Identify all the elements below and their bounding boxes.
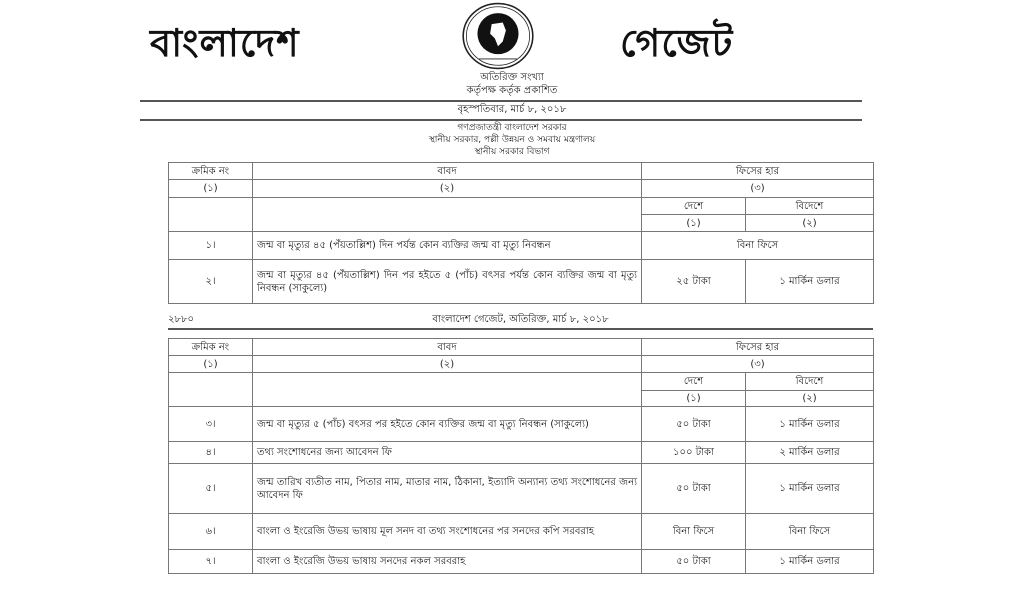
divider [140,100,862,102]
divider [168,328,873,330]
col-number: (৩) [642,180,874,198]
table-row [169,442,874,464]
government-seal [452,2,544,70]
row-serial: ৭। [169,550,253,574]
row-serial: ৬। [169,514,253,550]
row-fee-home: ২৫ টাকা [642,260,746,304]
col-number: (২) [253,356,642,373]
row-fee-abroad: ১ মার্কিন ডলার [746,260,874,304]
col-number: (২) [253,180,642,198]
row-description: জন্ম বা মৃত্যুর ৫ (পাঁচ) বৎসর পর হইতে কোন ব্যক্তির জন্ম বা মৃত্যু নিবন্ধন (সাকুল্যে) [253,407,642,442]
row-fee-home: ১০০ টাকা [642,442,746,464]
row-fee: বিনা ফিসে [642,232,874,260]
row-description: জন্ম তারিখ ব্যতীত নাম, পিতার নাম, মাতার নাম, ঠিকানা, ইত্যাদি অন্যান্য তথ্য সংশোধনের জন্য আবেদন ফি [253,464,642,514]
table-row [169,514,874,550]
col-number: (১) [169,180,253,198]
col-number: (১) [642,391,746,407]
row-serial: ২। [169,260,253,304]
running-title: বাংলাদেশ গেজেট, অতিরিক্ত, মার্চ ৮, ২০১৮ [432,314,609,325]
fee-table-1 [168,162,874,304]
row-description: বাংলা ও ইংরেজি উভয় ভাষায় সনদের নকল সরবরাহ [253,550,642,574]
table-row [169,550,874,574]
row-fee-abroad: ১ মার্কিন ডলার [746,550,874,574]
row-description: জন্ম বা মৃত্যুর ৪৫ (পঁয়তাল্লিশ) দিন পর্যন্ত কোন ব্যক্তির জন্ম বা মৃত্যু নিবন্ধন [253,232,642,260]
header-subject: বাবদ [253,163,642,180]
row-fee-abroad: ২ মার্কিন ডলার [746,442,874,464]
issue-date: বৃহস্পতিবার, মার্চ ৮, ২০১৮ [457,104,567,115]
row-fee-abroad: ১ মার্কিন ডলার [746,464,874,514]
government-name: গণপ্রজাতন্ত্রী বাংলাদেশ সরকার [457,123,567,133]
header-serial: ক্রমিক নং [169,339,253,356]
table-row [169,407,874,442]
row-serial: ৩। [169,407,253,442]
page-number: ২৮৮০ [168,314,194,325]
row-description: বাংলা ও ইংরেজি উভয় ভাষায় মূল সনদ বা তথ্য সংশোধনের পর সনদের কপি সরবরাহ [253,514,642,550]
col-number: (১) [642,215,746,232]
divider [140,119,862,121]
header-subject: বাবদ [253,339,642,356]
page-footer [168,313,873,326]
row-fee-home: বিনা ফিসে [642,514,746,550]
header-home: দেশে [642,198,746,215]
col-number: (৩) [642,356,874,373]
table-row [169,260,874,304]
header-fee-rate: ফিসের হার [642,163,874,180]
document-body [168,162,873,574]
row-fee-home: ৫০ টাকা [642,407,746,442]
fee-table-2 [168,338,874,574]
row-fee-abroad: বিনা ফিসে [746,514,874,550]
row-fee-home: ৫০ টাকা [642,550,746,574]
table-row [169,464,874,514]
col-number: (২) [746,215,874,232]
header-fee-rate: ফিসের হার [642,339,874,356]
row-fee-home: ৫০ টাকা [642,464,746,514]
row-serial: ১। [169,232,253,260]
ministry-name: স্থানীয় সরকার, পল্লী উন্নয়ন ও সমবায় মন্ত্রণালয় [428,135,596,145]
row-description: তথ্য সংশোধনের জন্য আবেদন ফি [253,442,642,464]
col-number: (২) [746,391,874,407]
row-serial: ৪। [169,442,253,464]
header-serial: ক্রমিক নং [169,163,253,180]
col-number: (১) [169,356,253,373]
row-description: জন্ম বা মৃত্যুর ৪৫ (পঁয়তাল্লিশ) দিন পর হইতে ৫ (পাঁচ) বৎসর পর্যন্ত কোন ব্যক্তির জন্ম বা মৃত্যু নিবন্ধন (সাকুল্যে) [253,260,642,304]
header-abroad: বিদেশে [746,198,874,215]
gazette-title-right: গেজেট [620,21,734,65]
table-row [169,232,874,260]
header-abroad: বিদেশে [746,373,874,391]
gazette-title-left: বাংলাদেশ [150,21,300,65]
header-home: দেশে [642,373,746,391]
extra-issue-label: অতিরিক্ত সংখ্যা [480,72,544,83]
row-serial: ৫। [169,464,253,514]
row-fee-abroad: ১ মার্কিন ডলার [746,407,874,442]
division-name: স্থানীয় সরকার বিভাগ [474,147,550,157]
published-by-label: কর্তৃপক্ষ কর্তৃক প্রকাশিত [466,85,558,96]
